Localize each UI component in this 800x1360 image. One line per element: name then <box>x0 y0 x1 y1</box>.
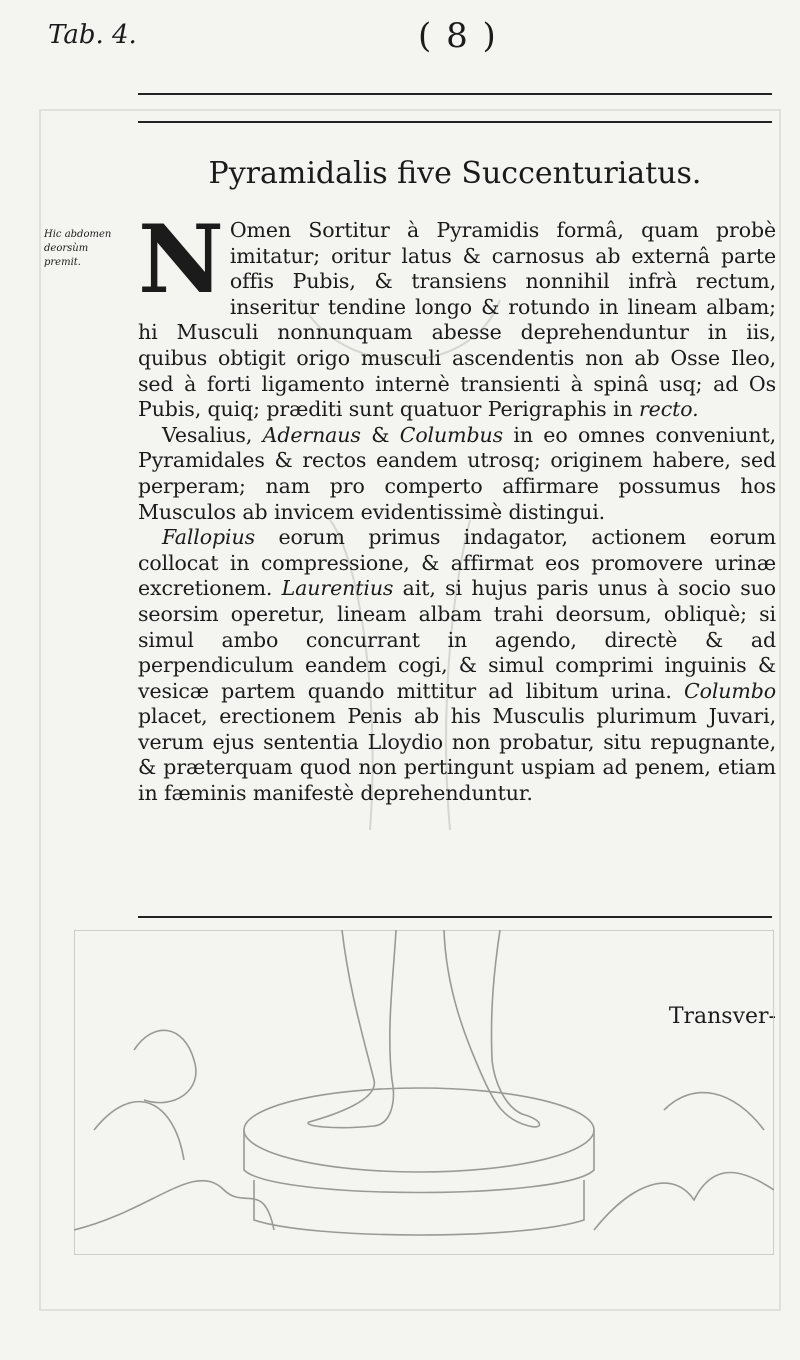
name-laurentius: Laurentius <box>281 576 394 601</box>
drop-cap: N <box>138 205 224 315</box>
catchword: Transver- <box>668 1004 776 1029</box>
name-columbus: Columbus <box>399 422 504 447</box>
paragraph-3-text-3: placet, erectionem Penis ab his Musculis plurimum Juvari, verum ejus sententia Lloydio non probatur, situ repugnante, & præterquam quod non pertingunt uspiam ad penem, etiam in fæminis manifestè deprehenduntur. <box>138 704 776 806</box>
paragraph-2-mid: & <box>360 422 400 447</box>
paragraph-3 <box>138 525 776 807</box>
paragraph-1-text: Omen Sortitur à Pyramidis formâ, quam probè imitatur; oritur latus & carnosus ab externâ parte offis Pubis, & transiens nonnihil infrà rectum, inseritur tendine longo & rotundo in lineam albam; hi Musculi nonnunquam abesse deprehenduntur in iis, quibus obtigit origo musculi ascendentis non ab Osse Ileo, sed à forti ligamento internè transienti à spinâ usq; ad Os Pubis, quiq; præditi sunt quatuor Perigraphis in <box>138 218 776 422</box>
engraving-illustration <box>74 930 774 1255</box>
header-rule-bottom <box>138 121 772 123</box>
name-columbo: Columbo <box>684 678 776 703</box>
name-fallopius: Fallopius <box>162 525 256 550</box>
section-title: Pyramidalis five Succenturiatus. <box>208 156 702 191</box>
section-end-rule <box>138 916 772 918</box>
paragraph-2-lead: Vesalius, <box>162 422 263 447</box>
paragraph-3-text-1: eorum primus indagator, actionem eorum collocat in compressione, & affirmat eos promovere urinæ excretionem. <box>138 525 776 601</box>
paragraph-2-text: in eo omnes conveniunt, Pyramidales & rectos eandem utrosq; originem habere, sed perperam; nam pro comperto affirmare possumus hos Musculos ab invicem evidentissimè distingui. <box>138 422 777 524</box>
paragraph-1 <box>138 205 776 423</box>
body-text <box>138 205 777 807</box>
paragraph-1-italic-end: recto. <box>638 397 699 422</box>
paragraph-3-text-2: ait, si hujus paris unus à socio suo seorsim operetur, lineam albam trahi deorsum, obliquè; si simul ambo concurrant in agendo, directè & ad perpendiculum eandem cogi, & simul comprimi inguinis & vesicæ partem quando mittitur ad libitum urina. <box>138 576 777 703</box>
page-number: ( 8 ) <box>418 16 498 56</box>
margin-note: Hic abdomen deorsùm premit. <box>44 229 112 268</box>
header-rule-top <box>138 93 772 95</box>
paragraph-2 <box>138 423 776 525</box>
plate-label: Tab. 4. <box>48 20 137 50</box>
name-adernaus: Adernaus <box>262 422 361 447</box>
